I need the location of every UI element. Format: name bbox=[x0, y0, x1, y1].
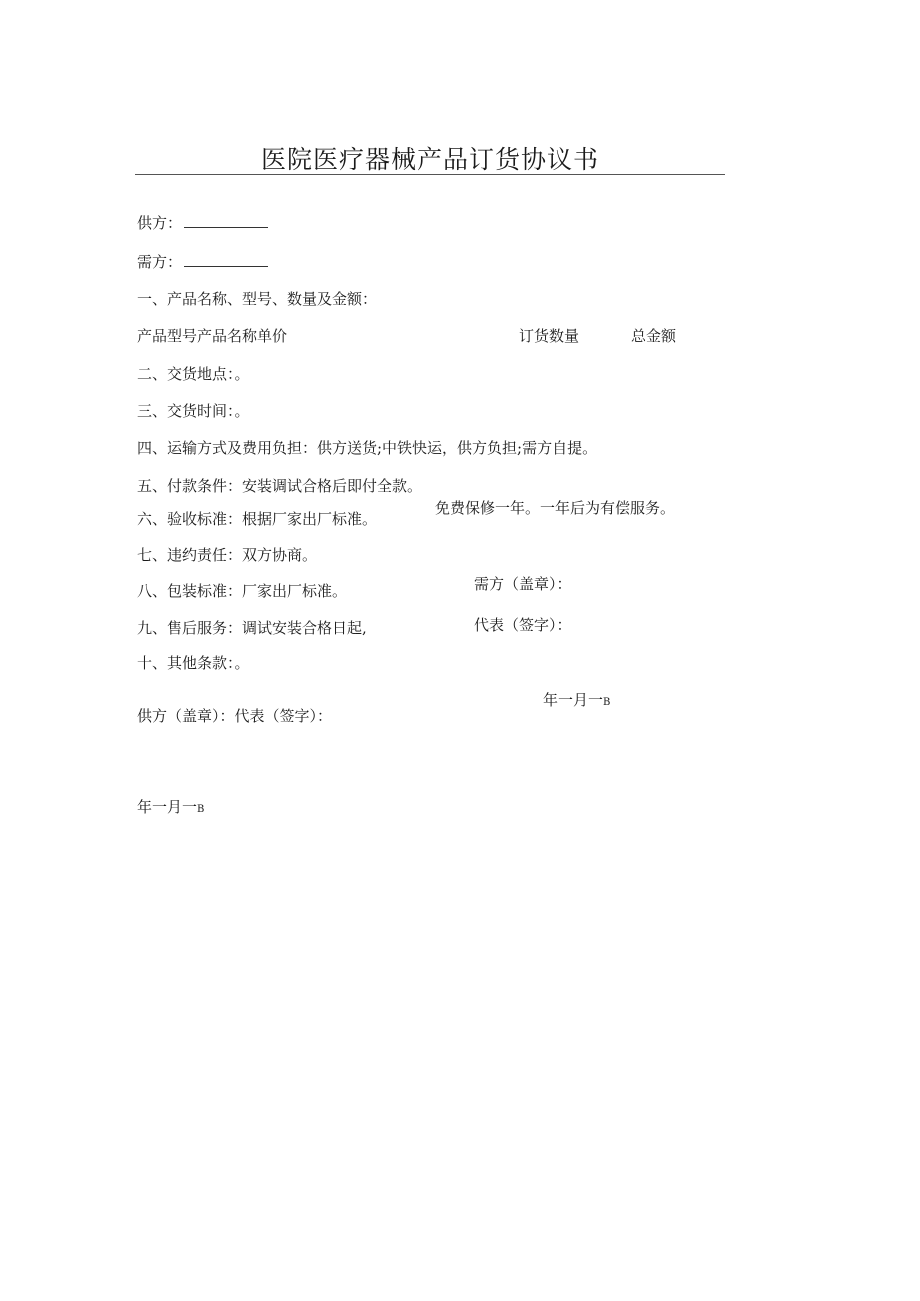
section-6: 六、验收标准：根据厂家出厂标准。 bbox=[137, 510, 378, 528]
supplier-blank bbox=[184, 215, 268, 228]
buyer-date-suffix: B bbox=[603, 697, 611, 708]
buyer-representative: 代表（签字）： bbox=[474, 616, 572, 634]
buyer-date bbox=[543, 690, 610, 713]
supplier-label: 供方： bbox=[137, 214, 183, 232]
buyer-date-main: 年一月一 bbox=[543, 691, 604, 709]
section-2: 二、交货地点：。 bbox=[137, 365, 250, 383]
section-3: 三、交货时间：。 bbox=[137, 402, 250, 420]
supplier-seal-representative: 供方（盖章）：代表（签字）： bbox=[137, 707, 333, 725]
section-10: 十、其他条款：。 bbox=[137, 654, 250, 672]
buyer-label: 需方： bbox=[137, 253, 183, 271]
table-header-col1: 产品型号产品名称单价 bbox=[137, 327, 288, 345]
section-5: 五、付款条件：安装调试合格后即付全款。 bbox=[137, 477, 423, 495]
section-7: 七、违约责任：双方协商。 bbox=[137, 546, 318, 564]
supplier-date-suffix: B bbox=[197, 804, 205, 815]
supplier-date-main: 年一月一 bbox=[137, 798, 198, 816]
document-title: 医院医疗器械产品订货协议书 bbox=[260, 145, 599, 174]
warranty-note: 免费保修一年。一年后为有偿服务。 bbox=[435, 499, 676, 517]
section-1: 一、产品名称、型号、数量及金额： bbox=[137, 290, 378, 308]
section-9: 九、售后服务：调试安装合格日起, bbox=[137, 619, 367, 637]
title-underline bbox=[135, 174, 725, 175]
buyer-line bbox=[137, 252, 268, 272]
buyer-seal: 需方（盖章）： bbox=[474, 575, 572, 593]
table-header-col3: 总金额 bbox=[631, 327, 677, 345]
buyer-blank bbox=[184, 254, 268, 267]
section-4: 四、运输方式及费用负担：供方送货;中铁快运，供方负担;需方自提。 bbox=[137, 439, 598, 457]
supplier-date bbox=[137, 797, 204, 820]
supplier-line bbox=[137, 213, 268, 233]
section-8: 八、包装标准：厂家出厂标准。 bbox=[137, 582, 348, 600]
table-header-col2: 订货数量 bbox=[519, 327, 580, 345]
